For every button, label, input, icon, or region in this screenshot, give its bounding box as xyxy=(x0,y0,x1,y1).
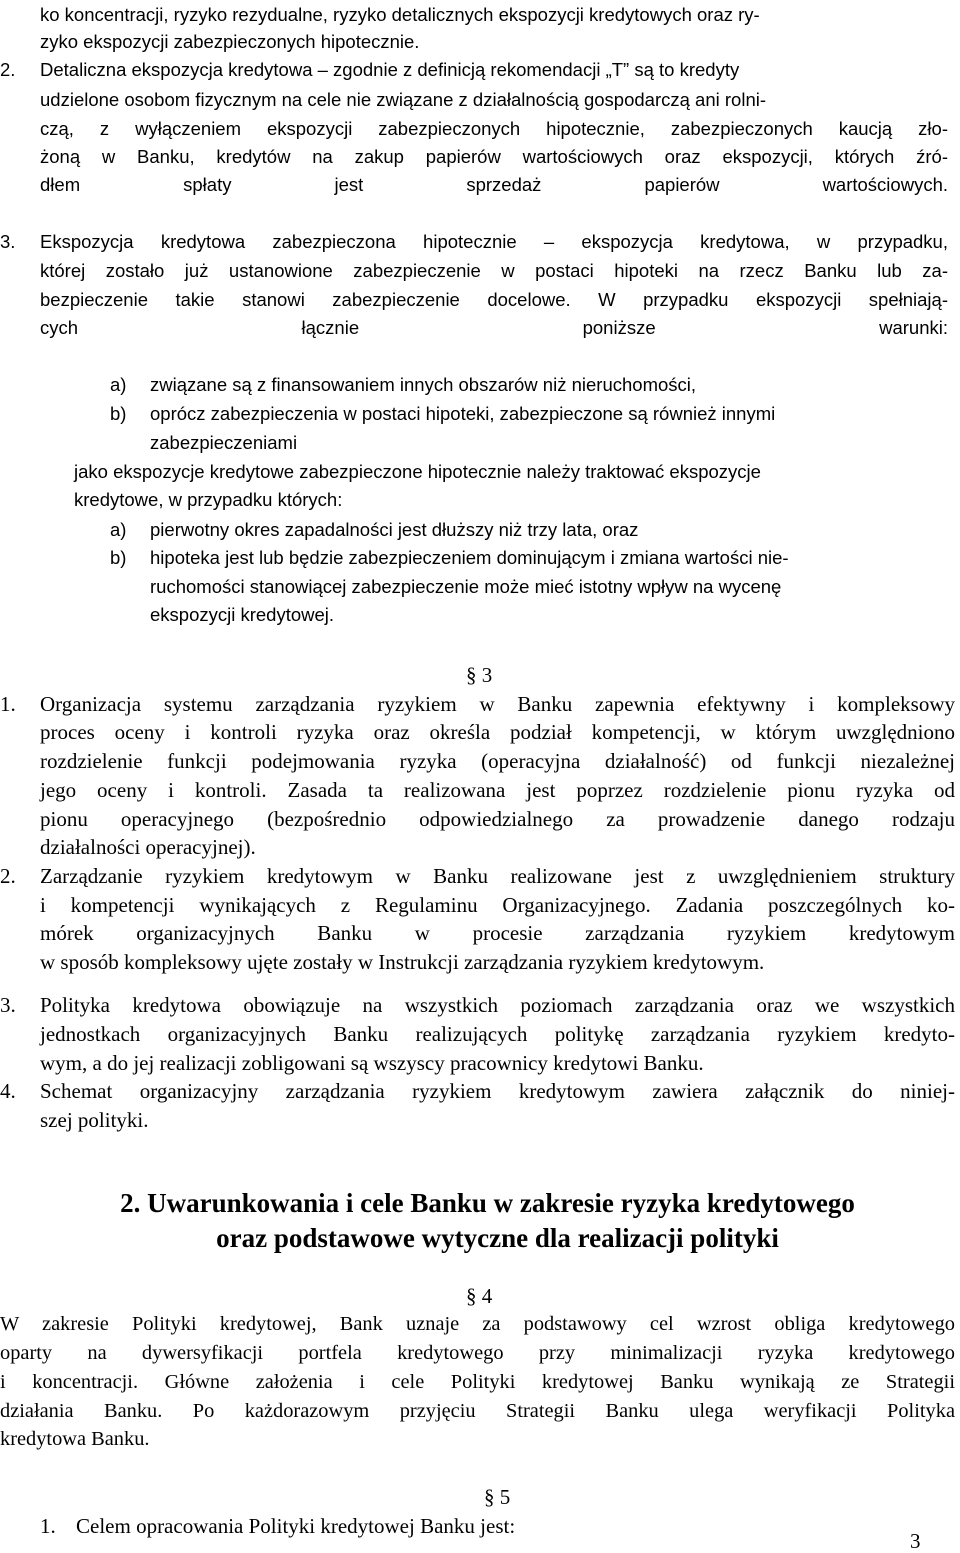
text-line: zabezpieczeniami xyxy=(150,432,298,453)
text-line: Organizacja systemu zarządzania ryzykiem w Banku zapewnia efektywny i kompleksowy xyxy=(40,692,955,716)
text-line: mórek organizacyjnych Banku w procesie zarządzania ryzykiem kredytowym xyxy=(40,921,955,945)
list-number: 3. xyxy=(0,993,16,1017)
text-line: udzielone osobom fizycznym na cele nie związane z działalnością gospodarczą ani rolni- xyxy=(40,89,766,110)
list-letter: b) xyxy=(110,547,127,568)
text-line: bezpieczenie takie stanowi zabezpieczenie docelowe. W przypadku ekspozycji spełniają- xyxy=(40,289,948,310)
list-number: 1. xyxy=(0,692,16,716)
text-line: związane są z finansowaniem innych obszarów niż nieruchomości, xyxy=(150,374,697,395)
section-heading: oraz podstawowe wytyczne dla realizacji polityki xyxy=(216,1223,779,1253)
section-mark: § 5 xyxy=(484,1485,511,1509)
text-line: w sposób kompleksowy ujęte zostały w Instrukcji zarządzania ryzykiem kredytowym. xyxy=(40,950,765,974)
text-line: działalności operacyjnej). xyxy=(40,835,256,859)
text-line: Ekspozycja kredytowa zabezpieczona hipotecznie – ekspozycja kredytowa, w przypadku, xyxy=(40,231,948,252)
text-line: kredytowa Banku. xyxy=(0,1428,150,1450)
section-heading: 2. Uwarunkowania i cele Banku w zakresie ryzyka kredytowego xyxy=(120,1188,855,1218)
text-line: Detaliczna ekspozycja kredytowa – zgodnie z definicją rekomendacji „T” są to kredyty xyxy=(40,59,740,80)
text-line: której zostało już ustanowione zabezpieczenie w postaci hipoteki na rzecz Banku lub za- xyxy=(40,260,948,281)
text-line: szej polityki. xyxy=(40,1108,149,1132)
text-line: pierwotny okres zapadalności jest dłuższy niż trzy lata, oraz xyxy=(150,519,639,540)
text-line: Celem opracowania Polityki kredytowej Banku jest: xyxy=(76,1514,516,1538)
section-mark: § 3 xyxy=(466,663,493,687)
text-line: i kompetencji wynikających z Regulaminu Organizacyjnego. Zadania poszczególnych ko- xyxy=(40,893,955,917)
text-line: jego oceny i kontroli. Zasada ta realizowana jest poprzez rozdzielenie pionu ryzyka od xyxy=(40,778,955,802)
list-number: 4. xyxy=(0,1079,16,1103)
list-letter: a) xyxy=(110,374,127,395)
text-line: wym, a do jej realizacji zobligowani są wszyscy pracownicy kredytowi Banku. xyxy=(40,1051,704,1075)
text-line: pionu operacyjnego (bezpośrednio odpowiedzialnego za prowadzenie danego rodzaju xyxy=(40,807,955,831)
text-line: oprócz zabezpieczenia w postaci hipoteki, zabezpieczone są również innymi xyxy=(150,403,776,424)
text-line: Schemat organizacyjny zarządzania ryzykiem kredytowym zawiera załącznik do niniej- xyxy=(40,1079,955,1103)
text-line: Polityka kredytowa obowiązuje na wszystkich poziomach zarządzania oraz we wszystkich xyxy=(40,993,955,1017)
text-line: ruchomości stanowiącej zabezpieczenie może mieć istotny wpływ na wycenę xyxy=(150,576,782,597)
text-line: czą, z wyłączeniem ekspozycji zabezpieczonych hipotecznie, zabezpieczonych kaucją zło- xyxy=(40,118,948,139)
text-line: hipoteka jest lub będzie zabezpieczeniem dominującym i zmiana wartości nie- xyxy=(150,547,789,568)
list-number: 2. xyxy=(0,864,16,888)
text-line: kredytowe, w przypadku których: xyxy=(74,489,343,510)
text-line: dłem spłaty jest sprzedaż papierów wartościowych. xyxy=(40,174,948,195)
list-letter: a) xyxy=(110,519,127,540)
list-number: 2. xyxy=(0,59,16,80)
text-line: rozdzielenie funkcji podejmowania ryzyka (operacyjna działalność) od funkcji niezależnej xyxy=(40,749,955,773)
text-line: oparty na dywersyfikacji portfela kredytowego przy minimalizacji ryzyka kredytowego xyxy=(0,1342,955,1364)
list-letter: b) xyxy=(110,403,127,424)
list-number: 1. xyxy=(40,1514,56,1538)
list-number: 3. xyxy=(0,231,16,252)
text-line: działania Banku. Po każdorazowym przyjęciu Strategii Banku ulega weryfikacji Polityka xyxy=(0,1400,955,1422)
text-line: i koncentracji. Główne założenia i cele Polityki kredytowej Banku wynikają ze Strategii xyxy=(0,1371,955,1393)
section-mark: § 4 xyxy=(466,1284,493,1308)
text-line: jako ekspozycje kredytowe zabezpieczone hipotecznie należy traktować ekspozycje xyxy=(74,461,761,482)
text-line: W zakresie Polityki kredytowej, Bank uznaje za podstawowy cel wzrost obliga kredytowego xyxy=(0,1313,955,1335)
text-line: jednostkach organizacyjnych Banku realizujących politykę zarządzania ryzykiem kredyto- xyxy=(40,1022,955,1046)
text-line: zyko ekspozycji zabezpieczonych hipotecznie. xyxy=(40,31,420,52)
text-line: ko koncentracji, ryzyko rezydualne, ryzyko detalicznych ekspozycji kredytowych oraz ry- xyxy=(40,4,760,25)
text-line: cych łącznie poniższe warunki: xyxy=(40,317,948,338)
text-line: proces oceny i kontroli ryzyka oraz określa podział kompetencji, w którym uwzględniono xyxy=(40,720,955,744)
text-line: żoną w Banku, kredytów na zakup papierów wartościowych oraz ekspozycji, których źró- xyxy=(40,146,948,167)
text-line: Zarządzanie ryzykiem kredytowym w Banku realizowane jest z uwzględnieniem struktury xyxy=(40,864,955,888)
text-line: ekspozycji kredytowej. xyxy=(150,604,335,625)
page-number: 3 xyxy=(910,1529,921,1553)
